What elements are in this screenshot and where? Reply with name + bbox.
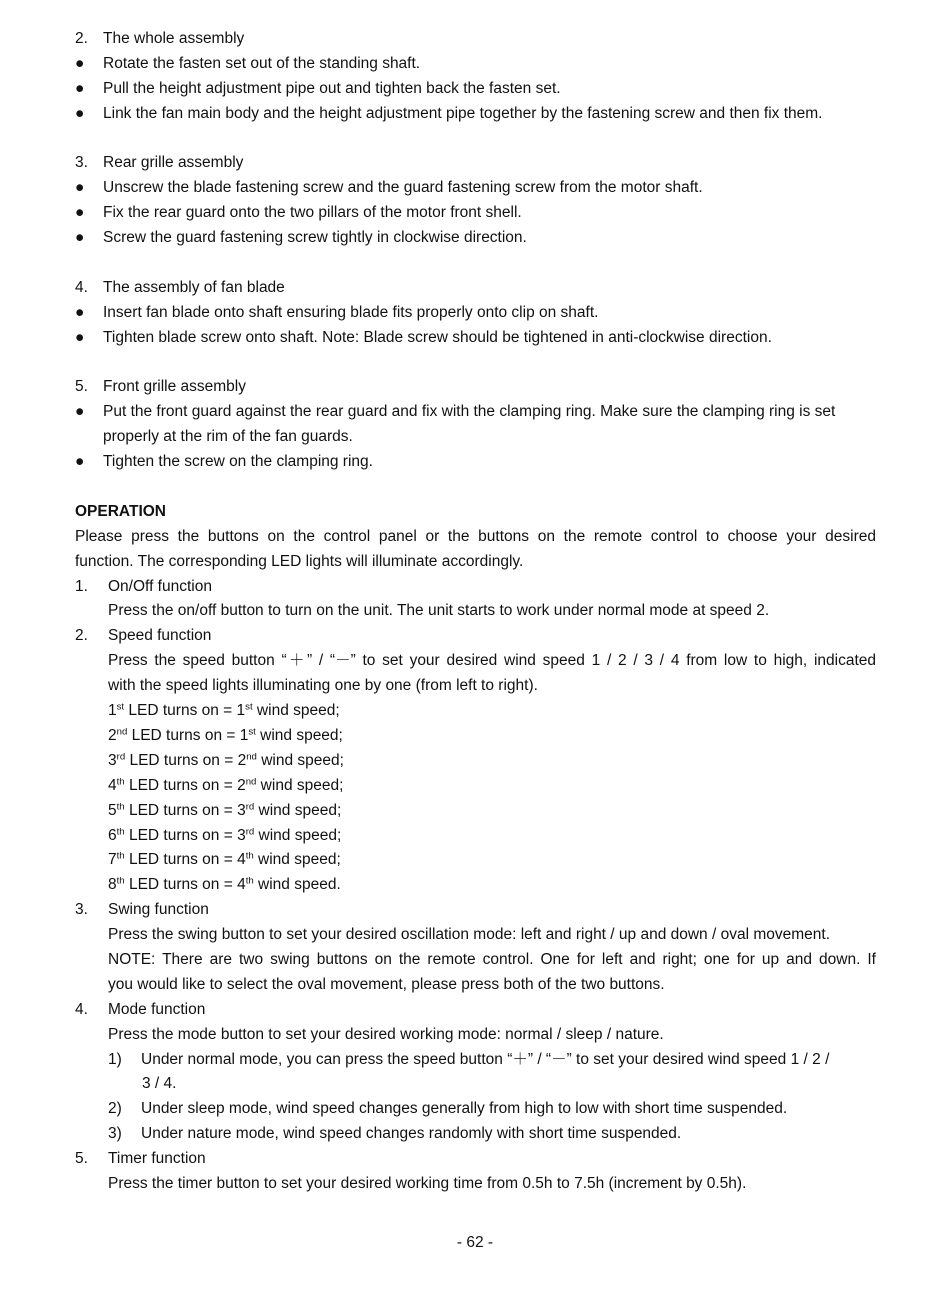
sub-item: 1) Under normal mode, you can press the speed button “＋” / “－” to set your desired wind speed 1 / 2 / bbox=[108, 1050, 830, 1068]
section-heading: 3. Rear grille assembly bbox=[75, 154, 244, 172]
sub-item: 2) Under sleep mode, wind speed changes generally from high to low with short time suspended. bbox=[108, 1100, 788, 1118]
led-speed-line: 2nd LED turns on = 1st wind speed; bbox=[108, 726, 343, 744]
operation-item-text: Press the swing button to set your desired oscillation mode: left and right / up and down / oval movement. bbox=[108, 926, 831, 944]
operation-item-title: 4. Mode function bbox=[75, 1000, 206, 1018]
operation-item-text: with the speed lights illuminating one by one (from left to right). bbox=[108, 677, 538, 695]
operation-intro: Please press the buttons on the control panel or the buttons on the remote control to choose your desired bbox=[75, 527, 876, 545]
bullet-item: ● Insert fan blade onto shaft ensuring blade fits properly onto clip on shaft. bbox=[75, 303, 599, 321]
sub-item: 3) Under nature mode, wind speed changes randomly with short time suspended. bbox=[108, 1125, 682, 1143]
section-heading: 4. The assembly of fan blade bbox=[75, 278, 285, 296]
section-heading: 2. The whole assembly bbox=[75, 30, 245, 47]
operation-item-title: 2. Speed function bbox=[75, 627, 212, 645]
led-speed-line: 6th LED turns on = 3rd wind speed; bbox=[108, 826, 342, 844]
bullet-item: ● Pull the height adjustment pipe out and tighten back the fasten set. bbox=[75, 79, 561, 97]
bullet-continuation: properly at the rim of the fan guards. bbox=[103, 428, 353, 446]
led-speed-line: 4th LED turns on = 2nd wind speed; bbox=[108, 776, 344, 794]
operation-item-text: Press the on/off button to turn on the unit. The unit starts to work under normal mode at speed 2. bbox=[108, 602, 770, 620]
bullet-item: ● Rotate the fasten set out of the standing shaft. bbox=[75, 54, 421, 72]
bullet-item: ● Put the front guard against the rear guard and fix with the clamping ring. Make sure the clamping ring is set bbox=[75, 403, 836, 421]
led-speed-line: 1st LED turns on = 1st wind speed; bbox=[108, 701, 340, 720]
operation-intro: function. The corresponding LED lights will illuminate accordingly. bbox=[75, 552, 524, 570]
operation-item-text: Press the mode button to set your desired working mode: normal / sleep / nature. bbox=[108, 1025, 664, 1043]
operation-item-text: Press the timer button to set your desired working time from 0.5h to 7.5h (increment by 0.5h). bbox=[108, 1174, 747, 1192]
led-speed-line: 8th LED turns on = 4th wind speed. bbox=[108, 876, 341, 894]
section-heading: 5. Front grille assembly bbox=[75, 378, 246, 396]
document-body bbox=[75, 27, 876, 1197]
led-speed-line: 3rd LED turns on = 2nd wind speed; bbox=[108, 751, 344, 769]
operation-item-text: you would like to select the oval movement, please press both of the two buttons. bbox=[108, 975, 665, 993]
page-number: - 62 - bbox=[456, 1234, 494, 1251]
sub-item-continuation: 3 / 4. bbox=[142, 1075, 177, 1093]
operation-item-title: 3. Swing function bbox=[75, 901, 209, 919]
operation-item-title: 1. On/Off function bbox=[75, 577, 212, 595]
bullet-item: ● Tighten the screw on the clamping ring. bbox=[75, 453, 373, 471]
operation-item-title: 5. Timer function bbox=[75, 1150, 206, 1168]
operation-heading: OPERATION bbox=[75, 502, 166, 520]
led-speed-map bbox=[75, 699, 876, 898]
led-speed-line: 5th LED turns on = 3rd wind speed; bbox=[108, 801, 342, 819]
bullet-item: ● Tighten blade screw onto shaft. Note: Blade screw should be tightened in anti-clockwise direction. bbox=[75, 328, 772, 346]
bullet-item: ● Screw the guard fastening screw tightly in clockwise direction. bbox=[75, 229, 527, 247]
led-speed-line: 7th LED turns on = 4th wind speed; bbox=[108, 851, 341, 869]
operation-item-text: NOTE: There are two swing buttons on the remote control. One for left and right; one for up and down. If bbox=[108, 950, 876, 968]
bullet-item: ● Fix the rear guard onto the two pillars of the motor front shell. bbox=[75, 204, 522, 222]
operation-item-text: Press the speed button “＋” / “－” to set your desired wind speed 1 / 2 / 3 / 4 from low to high, indicated bbox=[108, 652, 876, 670]
bullet-item: ● Unscrew the blade fastening screw and the guard fastening screw from the motor shaft. bbox=[75, 179, 703, 197]
bullet-item: ● Link the fan main body and the height adjustment pipe together by the fastening screw and then fix them. bbox=[75, 104, 823, 122]
